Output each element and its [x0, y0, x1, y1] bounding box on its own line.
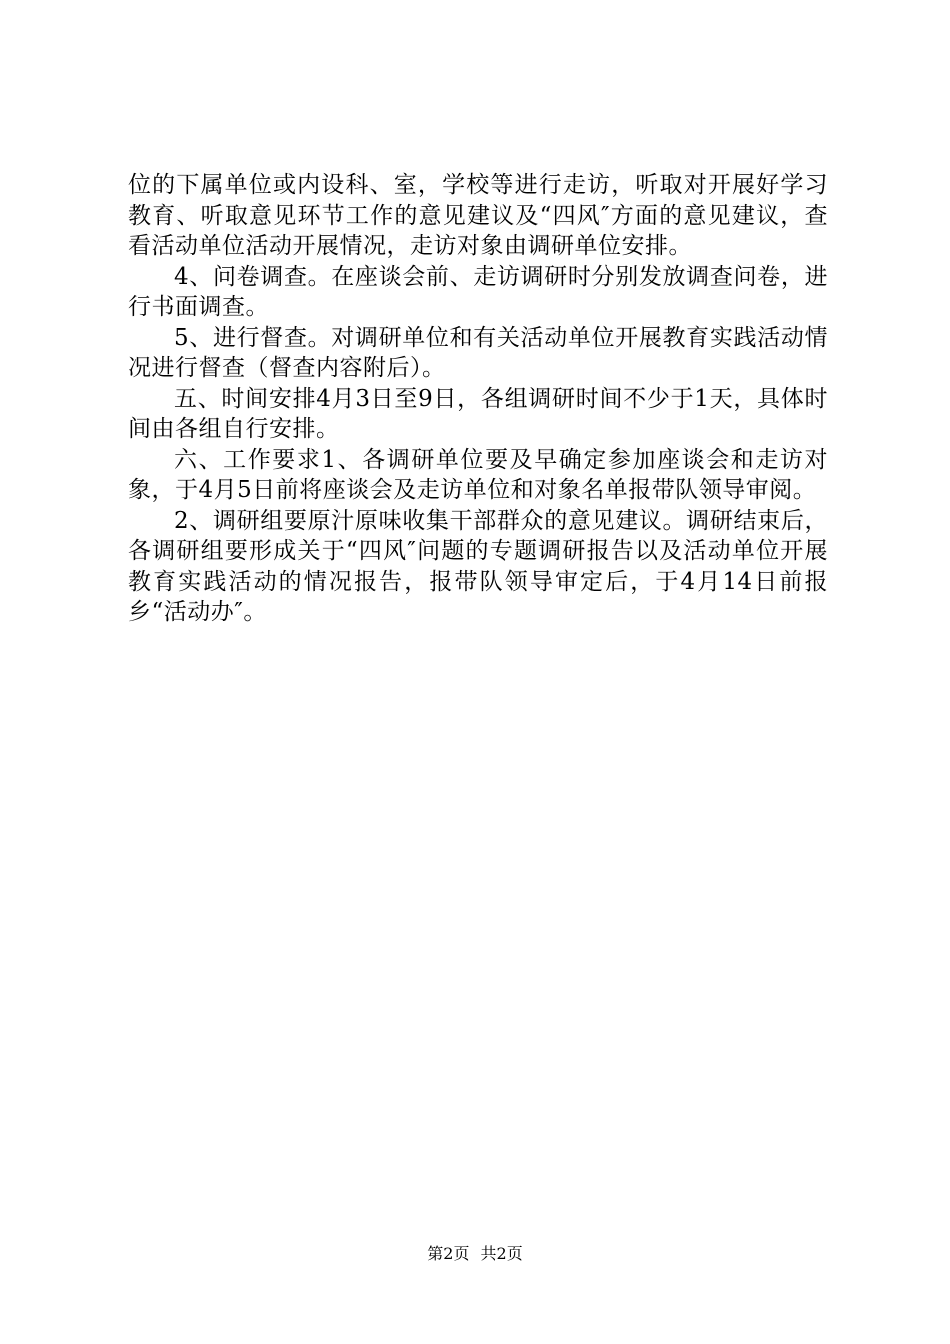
paragraph-requirements: 六、工作要求1、各调研单位要及早确定参加座谈会和走访对象，于4月5日前将座谈会及走访单位和对象名单报带队领导审阅。: [128, 446, 828, 503]
document-body: [128, 170, 828, 628]
paragraph-questionnaire: 4、问卷调查。在座谈会前、走访调研时分别发放调查问卷，进行书面调查。: [128, 263, 828, 320]
paragraph-continuation: 位的下属单位或内设科、室，学校等进行走访，听取对开展好学习教育、听取意见环节工作的意见建议及“四风″方面的意见建议，查看活动单位活动开展情况，走访对象由调研单位安排。: [128, 172, 828, 259]
page-number: 第2页: [427, 1244, 470, 1263]
paragraph-report: 2、调研组要原汁原味收集干部群众的意见建议。调研结束后，各调研组要形成关于“四风″问题的专题调研报告以及活动单位开展教育实践活动的情况报告，报带队领导审定后，于4月14日前报乡“活动办″。: [128, 507, 828, 625]
paragraph-schedule: 五、时间安排4月3日至9日，各组调研时间不少于1天，具体时间由各组自行安排。: [128, 385, 828, 442]
page-total: 共2页: [480, 1244, 523, 1263]
page-footer: [0, 1244, 950, 1264]
paragraph-supervision: 5、进行督查。对调研单位和有关活动单位开展教育实践活动情况进行督查（督查内容附后）。: [128, 324, 828, 381]
